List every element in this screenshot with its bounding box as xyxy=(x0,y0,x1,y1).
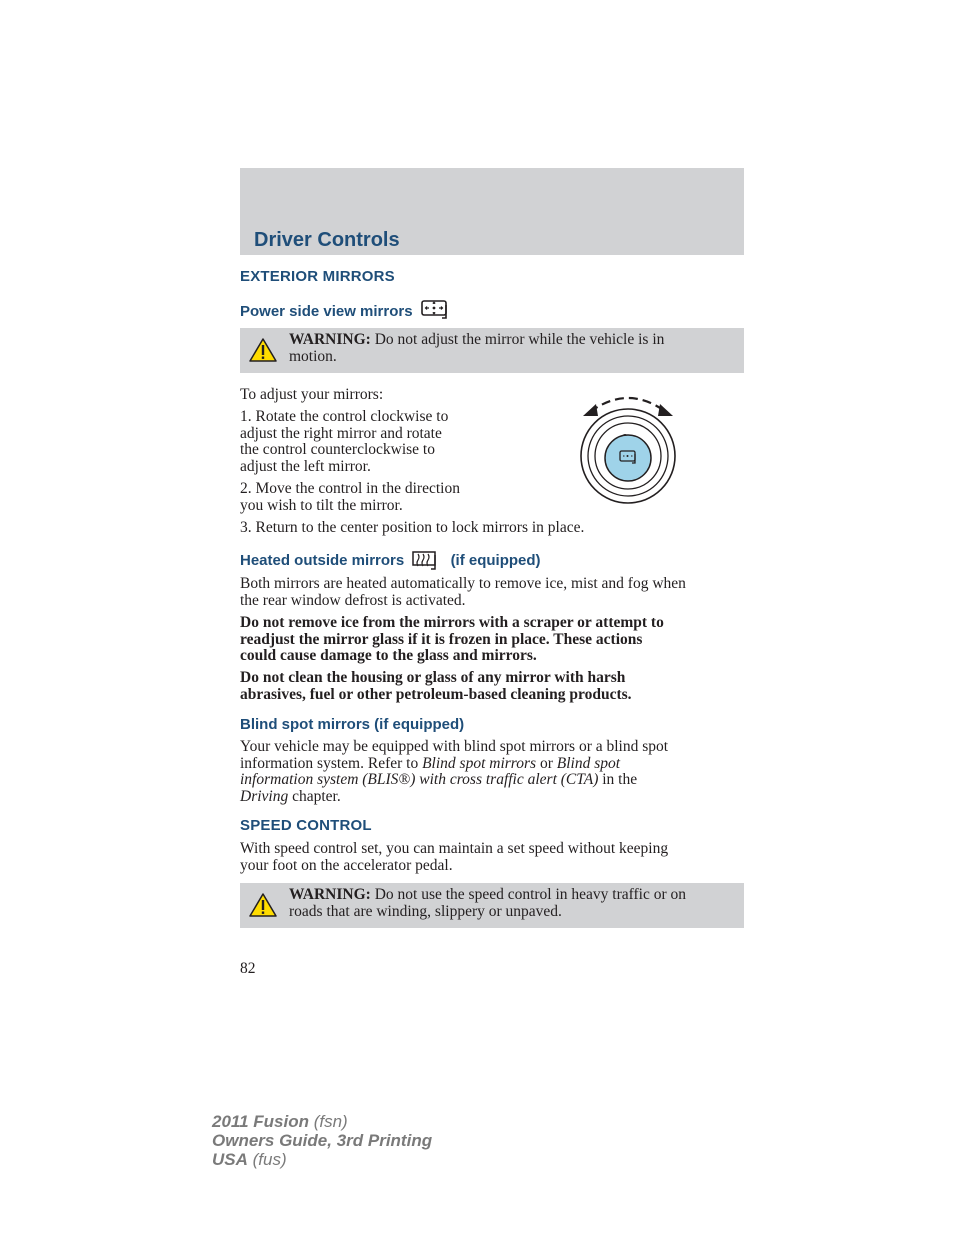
chapter-reference: Driving xyxy=(240,787,289,805)
mirror-adjust-intro: To adjust your mirrors: xyxy=(240,386,384,403)
footer-line xyxy=(212,1112,432,1131)
paragraph-line xyxy=(240,789,744,806)
paragraph-line: Your vehicle may be equipped with blind spot mirrors or a blind spot xyxy=(240,738,669,755)
mirror-step-1 xyxy=(240,409,540,475)
warning-message: Do not adjust the mirror while the vehicle is in motion. xyxy=(289,331,665,365)
caution-line: Do not clean the housing or glass of any mirror with harsh xyxy=(240,669,626,686)
warning-box-speed-control xyxy=(240,883,744,928)
section-heading-speed-control: SPEED CONTROL xyxy=(240,817,372,834)
heated-mirrors-caution-1 xyxy=(240,615,744,665)
heated-mirrors-paragraph xyxy=(240,576,744,609)
chapter-title: Driver Controls xyxy=(254,229,400,251)
footer-line xyxy=(212,1131,432,1150)
text-run: in the xyxy=(598,771,638,788)
power-mirror-icon xyxy=(421,300,449,324)
paragraph-line: your foot on the accelerator pedal. xyxy=(240,856,453,874)
warning-label: WARNING: xyxy=(289,886,371,903)
footer-market: USA xyxy=(212,1150,248,1169)
cross-reference: Blind spot mirrors xyxy=(422,754,537,772)
caution-line: abrasives, fuel or other petroleum-based cleaning products. xyxy=(240,685,632,703)
mirror-control-dial-illustration xyxy=(578,388,678,512)
subheading-heated-mirrors-text: Heated outside mirrors xyxy=(240,552,405,569)
warning-triangle-icon xyxy=(248,892,278,922)
paragraph-line: the rear window defrost is activated. xyxy=(240,591,466,609)
text-run: chapter. xyxy=(288,787,341,805)
mirror-step-3: 3. Return to the center position to lock mirrors in place. xyxy=(240,519,585,536)
warning-text-mirror xyxy=(289,332,704,365)
step-1-line: adjust the left mirror. xyxy=(240,457,371,475)
footer-code: (fus) xyxy=(247,1150,287,1169)
footer-code: (fsn) xyxy=(309,1112,348,1131)
step-1-line: the control counterclockwise to xyxy=(240,441,435,458)
subheading-blind-spot: Blind spot mirrors (if equipped) xyxy=(240,716,465,733)
paragraph-line xyxy=(240,756,744,773)
warning-box-mirror xyxy=(240,328,744,373)
caution-line: Do not remove ice from the mirrors with a scraper or attempt to xyxy=(240,614,664,631)
rear-defrost-icon xyxy=(412,551,438,575)
footer-line xyxy=(212,1150,432,1169)
warning-message: Do not use the speed control in heavy traffic or on xyxy=(374,886,687,903)
paragraph-line: Both mirrors are heated automatically to remove ice, mist and fog when xyxy=(240,575,686,592)
paragraph-line xyxy=(240,772,744,789)
step-1-line: 1. Rotate the control clockwise to xyxy=(240,408,449,425)
step-2-line: 2. Move the control in the direction xyxy=(240,480,460,497)
blind-spot-paragraph xyxy=(240,739,744,805)
step-1-line: adjust the right mirror and rotate xyxy=(240,424,442,442)
warning-triangle-icon xyxy=(248,337,278,367)
subheading-power-mirrors xyxy=(240,300,449,324)
footer-model: 2011 Fusion xyxy=(212,1112,309,1131)
footer-edition: Owners Guide, 3rd Printing xyxy=(212,1131,433,1150)
cross-reference: Blind spot xyxy=(556,754,621,772)
warning-text-speed-control xyxy=(289,887,734,920)
text-run: information system. Refer to xyxy=(240,754,423,772)
chapter-header-band xyxy=(240,168,744,255)
subheading-power-mirrors-text: Power side view mirrors xyxy=(240,303,413,320)
warning-line xyxy=(289,887,734,904)
subheading-heated-mirrors xyxy=(240,551,541,575)
warning-label: WARNING: xyxy=(289,331,371,348)
section-heading-exterior-mirrors: EXTERIOR MIRRORS xyxy=(240,268,395,285)
heated-mirrors-caution-2 xyxy=(240,670,744,703)
warning-message: roads that are winding, slippery or unpaved. xyxy=(289,902,562,920)
step-2-line: you wish to tilt the mirror. xyxy=(240,496,403,514)
paragraph-line: With speed control set, you can maintain a set speed without keeping xyxy=(240,840,669,857)
subheading-heated-mirrors-suffix: (if equipped) xyxy=(450,552,541,569)
cross-reference: information system (BLIS®) with cross traffic alert (CTA) xyxy=(240,771,599,788)
speed-control-paragraph xyxy=(240,841,744,874)
document-footer xyxy=(212,1112,432,1169)
caution-line: could cause damage to the glass and mirrors. xyxy=(240,647,537,664)
text-run: or xyxy=(536,754,557,772)
page-number: 82 xyxy=(240,960,256,977)
mirror-step-2 xyxy=(240,481,540,514)
caution-line: readjust the mirror glass if it is frozen in place. These actions xyxy=(240,630,643,648)
